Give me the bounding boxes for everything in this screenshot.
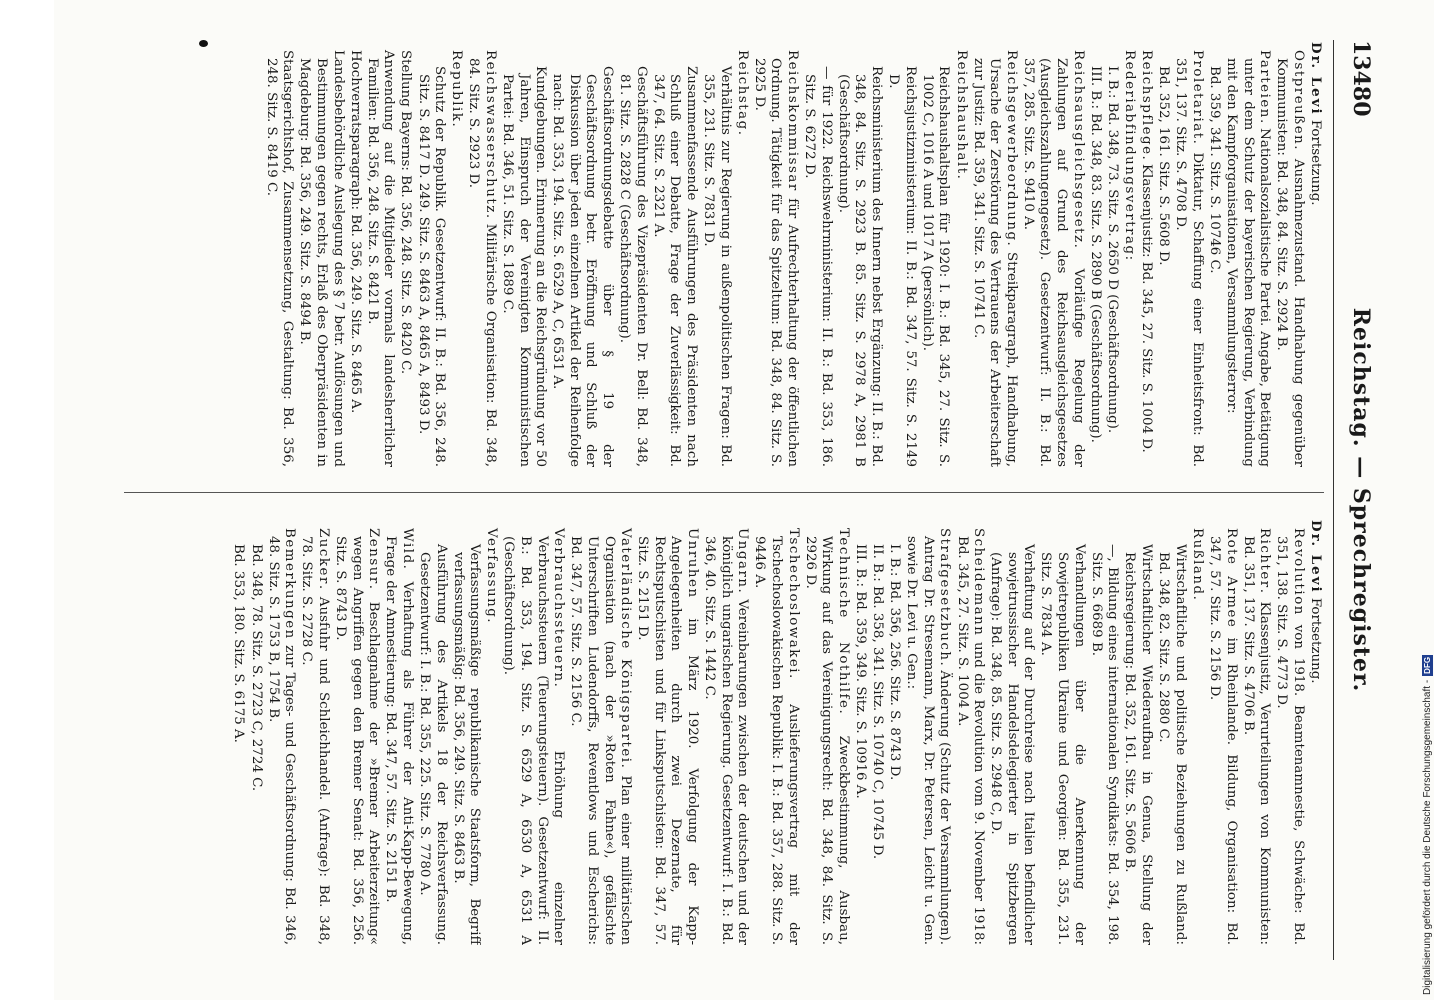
entry-text: . Zweckbestimmung, Ausbau, Wirkung auf das Vereinigungsrecht: Bd. 348, 84. Sitz. S. 2926 D. — [802, 536, 851, 945]
entry-keyword: Technische Nothilfe — [835, 528, 851, 710]
index-entry — [1019, 42, 1085, 467]
entry-text: Verhältnis zur Regierung in außenpolitischen Fragen: Bd. 355, 231. Sitz. S. 7831 D. — [701, 66, 733, 467]
index-entry — [1188, 520, 1205, 945]
index-entry — [1137, 42, 1154, 467]
entry-text: zur Tages- und Geschäftsordnung: Bd. 346, 48. Sitz. S. 1753 B, 1754 B. — [265, 536, 298, 945]
entry-text: . Erhöhung einzelner Verbrauchssteuern (Teuerungsteuern). Gesetzentwurf: II. B.: Bd. 353, 194. Sitz. S. 6529 A, 6530 A, 6531 A (Geschäftsordnung). — [501, 536, 567, 945]
index-entry — [414, 42, 447, 467]
entry-text: Geschäftsführung des Vizepräsidenten Dr. Bell: Bd. 348, 81. Sitz. S. 2828 C (Geschäftsordnung). — [617, 66, 649, 467]
entry-keyword: Rußland — [1189, 528, 1205, 596]
entry-keyword: Richter — [1257, 528, 1273, 589]
entry-text: Landesbehördliche Auslegung des § 7 betr. Auflösungen und Bestimmungen gegen rechts, Erlaß des Oberpräsidenten in Magdeburg: Bd. 356, 249. Sitz. S. 8494 B. — [297, 50, 346, 467]
entry-keyword: Reichskommissar — [785, 50, 801, 192]
entry-text: Verhaftung auf der Durchreise nach Italien befindlicher sowjetrussischer Handelsdelegierter in Spitzbergen (Anfrage): Bd. 348, 85. Sitz. S. 2948 C, D. — [988, 544, 1037, 945]
entry-text: : — [1121, 255, 1137, 261]
index-entry — [498, 42, 548, 467]
entry-keyword: Verfassung — [484, 528, 500, 619]
entry-keyword: Rederiabfindungsvertrag — [1121, 50, 1137, 256]
index-entry — [262, 42, 295, 467]
index-entry — [649, 42, 699, 467]
entry-keyword: Reichsgewerbeordnung — [1003, 50, 1019, 242]
entry-text: . Militärische Organisation: Bd. 348, 84. Sitz. S. 2923 D. — [466, 58, 498, 467]
entry-text: — für 1922. Reichswehrministerium: II. B.: Bd. 353, 186. Sitz. S. 6272 D. — [802, 66, 834, 467]
index-entry — [751, 520, 801, 945]
entry-keyword: Wild — [399, 528, 415, 565]
index-entry — [1155, 42, 1172, 467]
entry-keyword: Scheidemann — [971, 528, 987, 637]
index-entry — [969, 42, 1019, 467]
index-entry — [264, 520, 297, 945]
entry-keyword: Bemerkungen — [282, 528, 298, 640]
entry-keyword: Republik — [449, 50, 465, 123]
entry-text: . Ausfuhr und Schleichhandel. (Anfrage): Bd. 348, 78. Sitz. S. 2728 C. — [299, 536, 331, 945]
entry-text: Reichsministerium des Innern nebst Ergänzung: II. B.: Bd. 348, 84. Sitz. S. 2923 B. 85. Sitz. S. 2978 A, 2981 B (Geschäftsordnung). — [835, 66, 885, 467]
index-entry — [230, 520, 247, 945]
entry-text: Staatsgerichtshof, Zusammensetzung, Gestaltung: Bd. 356, 248. Sitz. S. 8419 C. — [263, 50, 296, 467]
credit-text: Digitalisierung gefördert durch die Deutsche Forschungsgemeinschaft - — [1422, 679, 1433, 995]
header-rule — [1333, 40, 1334, 960]
entry-text: Zusammenfassende Ausführungen des Präsidenten nach Schluß einer Debatte, Frage der Zuverlässigkeit: Bd. 347, 64. Sitz. S. 2321 A. — [650, 66, 700, 467]
entry-keyword: Zensur — [366, 528, 382, 585]
entry-text: . Klassenjustiz, Verurteilungen von Kommunisten: Bd. 351, 137. Sitz. S. 4706 B. — [1240, 536, 1273, 945]
index-entry — [851, 520, 868, 945]
index-entry — [953, 520, 986, 945]
entry-text: Ausführung des Artikels 18 der Reichsverfassung. Gesetzentwurf: I. B.: Bd. 355, 225. Sitz. S. 7780 A. — [417, 544, 449, 945]
entry-text: . Klassenjustiz: Bd. 345, 27. Sitz. S. 1004 D. — [1139, 155, 1155, 453]
entry-text: . Ausnahmezustand. Handhabung gegenüber Kommunisten: Bd. 348, 84. Sitz. S. 2924 B. — [1274, 58, 1306, 467]
entry-keyword: Reichstag — [734, 50, 750, 131]
entry-text: II. B.: Bd. 358, 341. Sitz. S. 10740 C, 10745 D. — [870, 544, 886, 860]
entry-text: . Nationalsozialistische Partei. Angabe, Betätigung unter dem Schutz der bayerischen Regierung, Verbindung mit den Kampforganisationen, Versammlungsterror: — [1224, 58, 1273, 467]
index-entry — [1087, 520, 1120, 945]
index-entry — [886, 520, 903, 945]
entry-keyword: Rote Armee — [1223, 528, 1239, 629]
dfg-logo: DFG — [1423, 656, 1432, 674]
index-entry — [298, 520, 331, 945]
entry-text: . Diktatur, Schaffung einer Einheitsfront: Bd. 351, 137. Sitz. S. 4708 D. — [1173, 58, 1205, 467]
index-entry — [346, 42, 363, 467]
index-entry — [1222, 42, 1272, 467]
scanned-page — [54, 0, 1434, 1000]
index-entry — [549, 42, 615, 467]
entry-text: III. B.: Bd. 359, 349. Sitz. S. 10916 A. — [852, 544, 868, 799]
entry-keyword: Reichswasserschutz — [482, 50, 498, 214]
entry-text: Verhandlungen über die Anerkennung der Sowjetrepubliken Ukraine und Georgien: Bd. 355, 231. Sitz. S. 7834 A. — [1038, 544, 1087, 945]
entry-text: für Aufrechterhaltung der öffentlichen Ordnung. Tätigkeit für das Spitzeltum: Bd. 348, 84. Sitz. S. 2925 D. — [751, 58, 801, 467]
index-entry — [1086, 42, 1103, 467]
entry-text: im Rheinlande. Bildung, Organisation: Bd. 347, 57. Sitz. S. 2156 D. — [1206, 536, 1239, 945]
index-entry — [415, 520, 448, 945]
index-entry — [1172, 42, 1205, 467]
index-entry — [987, 520, 1037, 945]
index-entry — [801, 42, 834, 467]
entry-text: Geschäftsordnungsdebatte über § 19 der Geschäftsordnung betr. Eröffnung und Schluß der Diskussion über jeden einzelnen Artikel der Reihenfolge nach: Bd. 353, 194. Sitz. S. 6529 A, C, 6531 A. — [550, 66, 616, 467]
entry-keyword: Reichsausgleichsgesetz — [1070, 50, 1086, 244]
index-entry — [1306, 520, 1324, 945]
index-entry — [952, 42, 969, 467]
index-entry — [247, 520, 264, 945]
index-entry — [363, 42, 396, 467]
entry-text: Hochverratsparagraph: Bd. 356, 249. Sitz. S. 8465 A. — [347, 50, 363, 414]
entry-text: Reichsjustizministerium: II. B.: Bd. 347, 57. Sitz. S. 2149 D. — [886, 66, 918, 467]
entry-text: Fortsetzung. — [1308, 593, 1323, 684]
entry-keyword: Ungarn — [735, 528, 751, 589]
entry-text: Wirtschaftlicher Wiederaufbau in Genua, Stellung der Reichsregierung: Bd. 352, 161. Sitz. S. 5606 B. — [1122, 544, 1155, 945]
entry-text: und die Revolution vom 9. November 1918: Bd. 345, 27. Sitz. S. 1004 A. — [954, 536, 987, 945]
entry-text: . Plan einer militärischen Organisation (nach der »Roten Fahne«), gefälschte Unterschriften Ludendorffs, Reventlows und Escherichs: Bd. 347, 57. Sitz. S. 2156 C. — [568, 536, 634, 945]
index-entry — [1155, 520, 1188, 945]
index-entry — [885, 42, 918, 467]
entry-text: Bd. 359, 341. Sitz. S. 10746 C. — [1206, 66, 1222, 274]
entry-text: I. B.: Bd. 356, 256. Sitz. S. 8743 D. — [887, 544, 903, 781]
index-entry — [500, 520, 566, 945]
entry-text: im März 1920. Verfolgung der Kapp-Angelegenheiten durch zwei Dezernate, für Rechtsputschisten und für Linksputschisten: Bd. 347, 57. Sitz. S. 2151 D. — [635, 536, 701, 945]
entry-keyword: Reichspflege — [1139, 50, 1155, 156]
entry-text: Anwendung auf die Mitglieder vormals landesherrlicher Familien: Bd. 356, 248. Sitz. S. 8421 B. — [364, 50, 397, 467]
index-entry — [616, 42, 649, 467]
entry-text: . Vorläufige Regelung der Zahlungen auf Grund des Reichsausgleichsgesetzes (Ausgleichszahlungengesetz). Gesetzentwurf: II. B.: Bd. 357, 285. Sitz. S. 9410 A. — [1020, 58, 1086, 467]
index-entry — [733, 42, 750, 467]
index-entry — [634, 520, 700, 945]
entry-text: Bd. 353, 180. Sitz. S. 6175 A. — [231, 544, 247, 743]
index-entry — [382, 520, 415, 945]
column-separator — [124, 492, 1324, 493]
right-column — [104, 520, 1324, 945]
page-number: 13480 — [1348, 40, 1374, 117]
entry-text: Wirtschaftliche und politische Beziehungen zu Rußland: Bd. 348, 82. Sitz. S. 2880 C. — [1156, 544, 1188, 945]
index-entry — [1120, 42, 1137, 467]
entry-text: . — [734, 130, 750, 135]
entry-text: Bd. 352, 161. Sitz. S. 5608 D. — [1156, 66, 1172, 266]
entry-text: . Vereinbarungen zwischen der deutschen und der königlich ungarischen Regierung. Gesetzentwurf: I. B.: Bd. 346, 40. Sitz. S. 1442 C. — [702, 536, 751, 945]
entry-text: . — [953, 174, 969, 179]
entry-keyword: Revolution — [1290, 528, 1306, 616]
index-entry — [1205, 520, 1238, 945]
index-entry — [701, 520, 751, 945]
entry-text: . — [484, 618, 500, 623]
index-entry — [1205, 42, 1222, 467]
entry-text: III. B.: Bd. 348, 83. Sitz. S. 2890 B (Geschäftsordnung). — [1087, 66, 1103, 443]
index-entry — [750, 42, 800, 467]
index-entry — [1037, 520, 1087, 945]
entry-keyword: Parteien — [1257, 50, 1273, 119]
entry-text: Schutz der Republik. Gesetzentwurf: II. B.: Bd. 356, 248. Sitz. S. 8417 D. 249. Sitz. S. 8463 A, 8465 A, 8493 D. — [415, 66, 448, 467]
entry-text: . — [1189, 595, 1205, 600]
entry-text: Reichshaushaltsplan für 1920: I. B.: Bd. 345, 27. Sitz. S. 1002 C, 1016 A und 1017 A (persönlich). — [919, 66, 952, 467]
index-entry — [903, 520, 953, 945]
index-entry — [834, 42, 884, 467]
index-entry — [1273, 520, 1306, 945]
index-entry — [801, 520, 851, 945]
entry-text: Stellung Bayerns: Bd. 356, 248. Sitz. S. 8420 C. — [398, 50, 414, 375]
index-entry — [1306, 42, 1324, 467]
index-entry — [397, 42, 414, 467]
index-entry — [296, 42, 346, 467]
index-entry — [465, 42, 498, 467]
speaker-name: Dr. Levi — [1308, 520, 1324, 594]
index-entry — [1103, 42, 1120, 467]
index-entry — [1273, 42, 1306, 467]
index-entry — [700, 42, 733, 467]
entry-text: . Streikparagraph, Handhabung, Ursache der Zerstörung des Vertrauens der Arbeiterschaft zur Justiz: Bd. 359, 341. Sitz. S. 10741 C. — [970, 58, 1019, 467]
digitization-credit — [1422, 655, 1433, 995]
entry-keyword: Proletariat — [1189, 50, 1205, 140]
index-entry — [567, 520, 633, 945]
entry-text: Verfassungsmäßige republikanische Staatsform, Begriff verfassungsmäßig: Bd. 356, 249. Sitz. S. 8463 B. — [450, 544, 483, 945]
entry-text: . Verhaftung als Führer der Anti-Kapp-Bewegung, Frage der Amnestierung: Bd. 347, 57. Sitz. S. 2151 B. — [383, 536, 415, 945]
entry-keyword: Verbrauchssteuern — [551, 528, 567, 683]
speaker-name: Dr. Levi — [1308, 42, 1324, 116]
index-entry — [448, 42, 465, 467]
entry-text: . Änderung (Schutz der Versammlungen). Antrag Dr. Stresemann, Marx, Dr. Petersen, Leicht u. Gen. sowie Dr. Levi u. Gen.: — [904, 536, 953, 945]
entry-keyword: Strafgesetzbuch — [937, 528, 953, 662]
entry-keyword: Ostpreußen — [1290, 50, 1306, 146]
running-head: Reichstag. — Sprechregister. — [1348, 307, 1374, 693]
ink-mark — [199, 40, 208, 47]
index-entry — [483, 520, 500, 945]
entry-keyword: Reichshaushalt — [953, 50, 969, 175]
entry-keyword: Zucker — [315, 528, 331, 585]
index-entry — [449, 520, 482, 945]
entry-text: Fortsetzung. — [1308, 115, 1323, 206]
index-entry — [1239, 520, 1272, 945]
entry-text: Kundgebungen. Erinnerung an die Reichsgründung vor 50 Jahren, Einspruch der Vereinigten Kommunistischen Partei: Bd. 346, 51. Sitz. S. 1889 C. — [500, 66, 549, 467]
entry-text: von 1918. Beamtenamnestie, Schwäche: Bd. 351, 138. Sitz. S. 4773 D. — [1274, 536, 1306, 945]
page-header — [1338, 40, 1374, 960]
entry-text: . Beschlagnahme der »Bremer Arbeiterzeitung« wegen Angriffen gegen den Bremer Senat: Bd. 356, 256. Sitz. S. 8743 D. — [333, 536, 382, 945]
index-entry — [868, 520, 885, 945]
entry-text: . Auslieferungsvertrag mit der Tschechoslowakischen Republik: I. B.: Bd. 357, 288. Sitz. S. 9446 A. — [752, 536, 801, 945]
index-entry — [331, 520, 381, 945]
index-entry — [1121, 520, 1154, 945]
index-entry — [918, 42, 951, 467]
entry-keyword: Unruhen — [685, 528, 701, 599]
entry-text: . — [449, 122, 465, 127]
entry-text: Bd. 348, 78. Sitz. S. 2723 C, 2724 C. — [248, 544, 264, 792]
left-column — [104, 42, 1324, 467]
entry-text: I. B.: Bd. 348, 73. Sitz. S. 2650 D (Geschäftsordnung). — [1104, 66, 1120, 434]
entry-keyword: Tschechoslowakei — [785, 528, 801, 675]
entry-keyword: Vaterländische Königspartei — [618, 528, 634, 764]
entry-text: —, Bildung eines internationalen Syndikats: Bd. 354, 198. Sitz. S. 6689 B. — [1088, 544, 1121, 945]
